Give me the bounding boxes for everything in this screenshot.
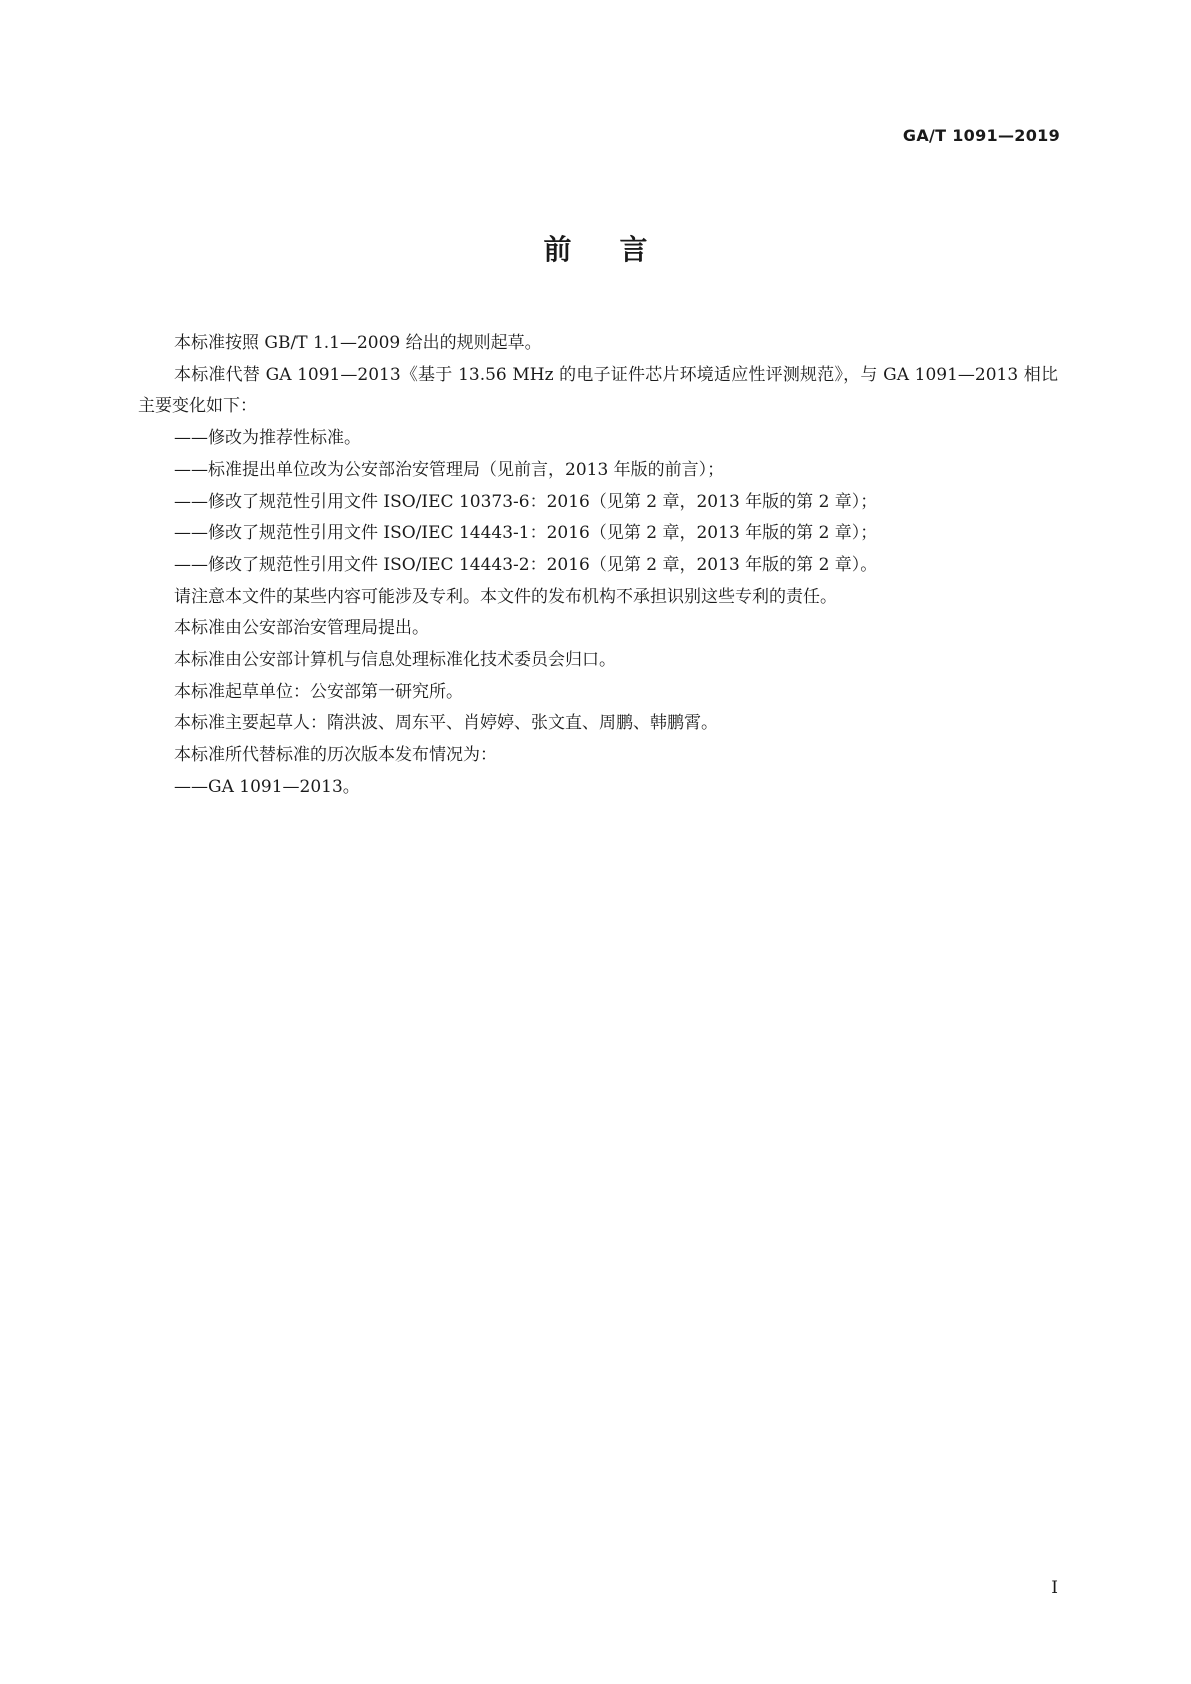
list-item: ——GA 1091—2013。 (174, 776, 360, 797)
list-item: ——修改了规范性引用文件 ISO/IEC 14443-2：2016（见第 2 章，2013 年版的第 2 章）。 (174, 554, 878, 575)
paragraph: 本标准代替 GA 1091—2013《基于 13.56 MHz 的电子证件芯片环境适应性评测规范》，与 GA 1091—2013 相比主要变化如下： (138, 364, 1058, 417)
paragraph: 请注意本文件的某些内容可能涉及专利。本文件的发布机构不承担识别这些专利的责任。 (174, 586, 837, 607)
list-item: ——修改了规范性引用文件 ISO/IEC 14443-1：2016（见第 2 章，2013 年版的第 2 章）； (174, 523, 878, 544)
paragraph: 本标准起草单位：公安部第一研究所。 (174, 681, 463, 702)
list-item: ——修改了规范性引用文件 ISO/IEC 10373-6：2016（见第 2 章，2013 年版的第 2 章）； (174, 491, 878, 512)
foreword-body (138, 328, 1058, 804)
list-item: ——标准提出单位改为公安部治安管理局（见前言，2013 年版的前言）； (174, 459, 725, 480)
paragraph: 本标准由公安部治安管理局提出。 (174, 618, 429, 639)
standard-code: GA/T 1091—2019 (902, 126, 1060, 145)
page-number: I (1051, 1578, 1058, 1598)
paragraph: 本标准主要起草人：隋洪波、周东平、肖婷婷、张文直、周鹏、韩鹏霄。 (174, 713, 718, 734)
list-item: ——修改为推荐性标准。 (174, 428, 361, 449)
page-title: 前言 (543, 233, 696, 266)
paragraph: 本标准按照 GB/T 1.1—2009 给出的规则起草。 (174, 333, 542, 353)
paragraph: 本标准所代替标准的历次版本发布情况为： (174, 745, 497, 766)
paragraph: 本标准由公安部计算机与信息处理标准化技术委员会归口。 (174, 650, 616, 671)
